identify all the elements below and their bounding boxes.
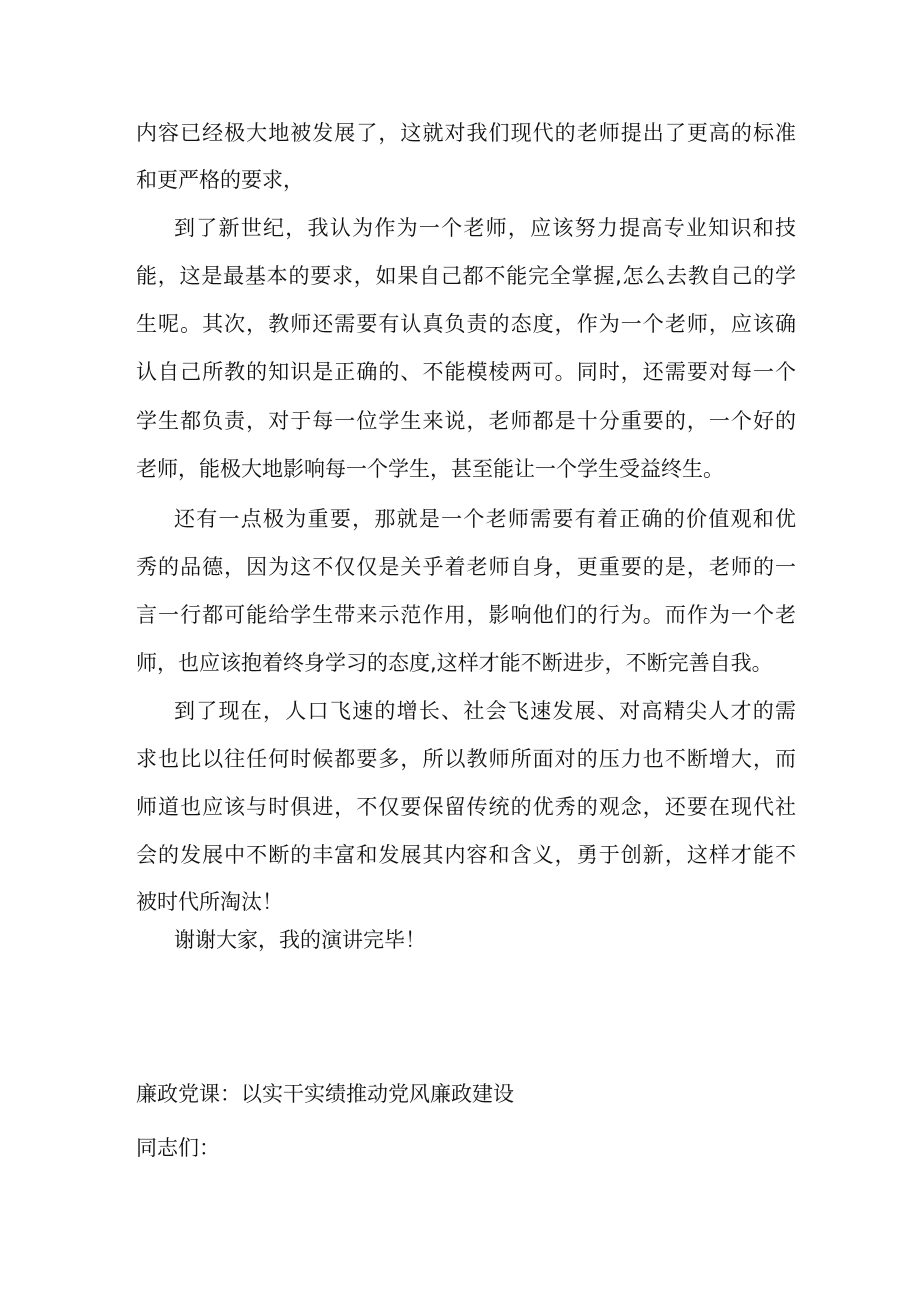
paragraph-line: 言一行都可能给学生带来示范作用，影响他们的行为。而作为一个老 — [136, 603, 796, 627]
paragraph-line: 到了新世纪，我认为作为一个老师，应该努力提高专业知识和技 — [174, 216, 796, 240]
paragraph-line: 到了现在，人口飞速的增长、社会飞速发展、对高精尖人才的需 — [174, 699, 796, 723]
next-section-title: 廉政党课：以实干实绩推动党风廉政建设 — [136, 1082, 514, 1106]
paragraph-line: 会的发展中不断的丰富和发展其内容和含义，勇于创新，这样才能不 — [136, 843, 796, 867]
paragraph-line: 被时代所淘汰！ — [136, 890, 283, 914]
paragraph-line: 内容已经极大地被发展了，这就对我们现代的老师提出了更高的标准 — [136, 121, 796, 145]
paragraph-line: 学生都负责，对于每一位学生来说，老师都是十分重要的，一个好的 — [136, 409, 796, 433]
closing-line: 谢谢大家，我的演讲完毕！ — [174, 928, 426, 952]
paragraph-line: 老师，能极大地影响每一个学生，甚至能让一个学生受益终生。 — [136, 457, 724, 481]
paragraph-line: 求也比以往任何时候都要多，所以教师所面对的压力也不断增大，而 — [136, 747, 796, 771]
paragraph-line: 秀的品德，因为这不仅仅是关乎着老师自身，更重要的是，老师的一 — [136, 555, 796, 579]
paragraph-line: 还有一点极为重要，那就是一个老师需要有着正确的价值观和优 — [174, 507, 796, 531]
paragraph-line: 生呢。其次，教师还需要有认真负责的态度，作为一个老师，应该确 — [136, 312, 796, 336]
paragraph-line: 师道也应该与时俱进，不仅要保留传统的优秀的观念，还要在现代社 — [136, 795, 796, 819]
paragraph-line: 能，这是最基本的要求，如果自己都不能完全掌握,怎么去教自己的学 — [136, 264, 796, 288]
paragraph-line: 和更严格的要求， — [136, 168, 304, 192]
salutation: 同志们： — [136, 1136, 220, 1160]
paragraph-line: 师，也应该抱着终身学习的态度,这样才能不断进步，不断完善自我。 — [136, 651, 773, 675]
paragraph-line: 认自己所教的知识是正确的、不能模棱两可。同时，还需要对每一个 — [136, 360, 796, 384]
